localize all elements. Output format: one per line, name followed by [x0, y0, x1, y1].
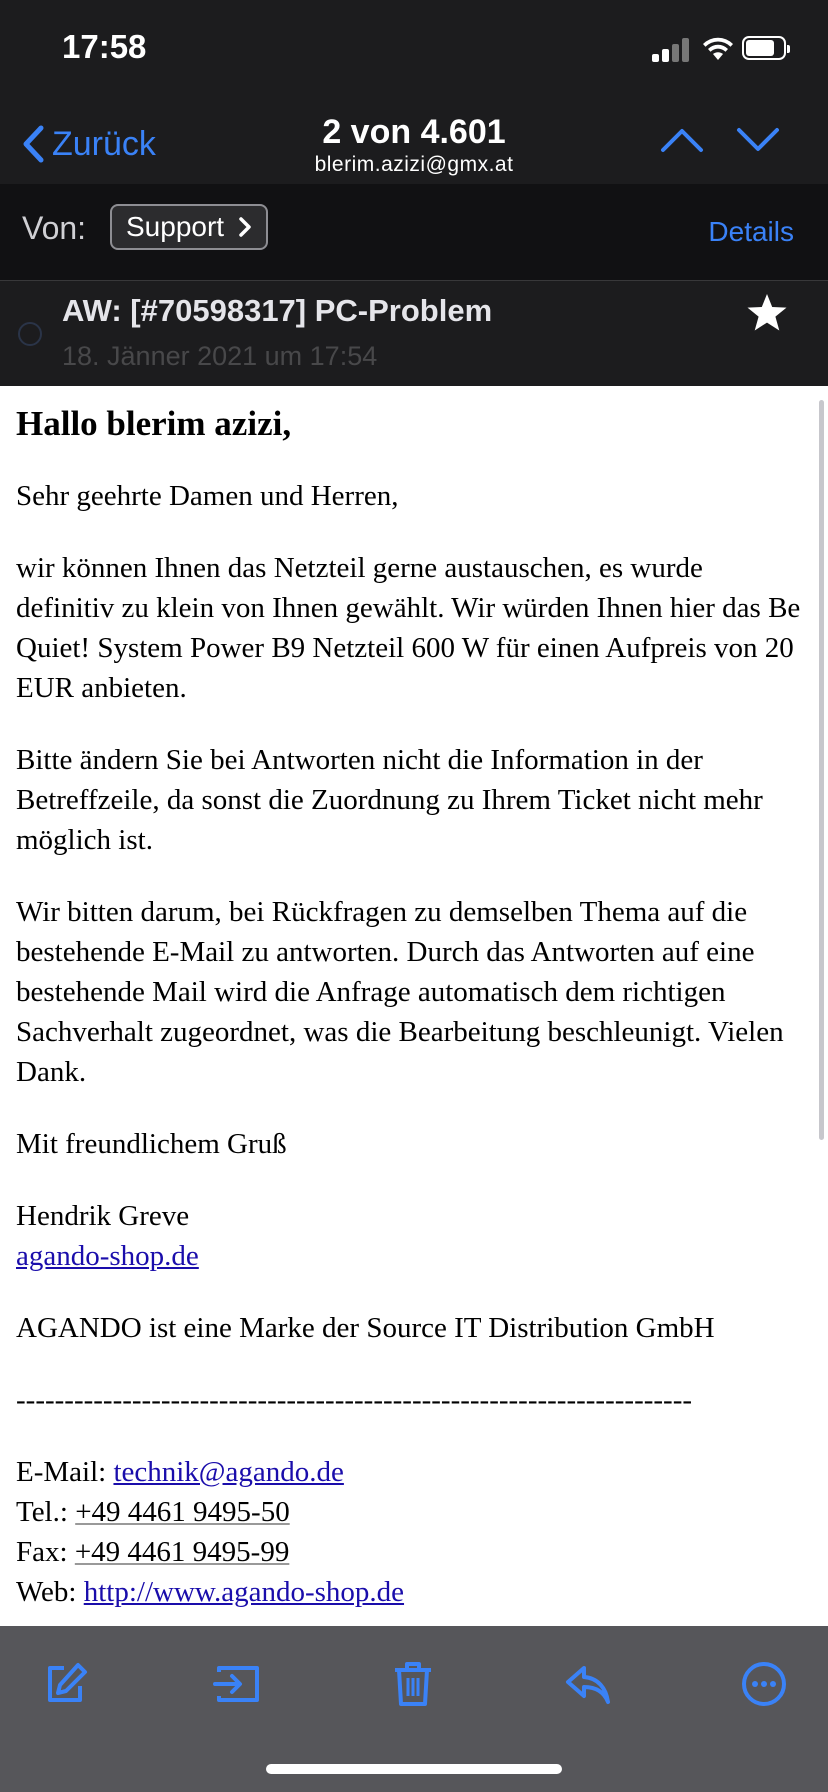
account-email: blerim.azizi@gmx.at — [314, 153, 514, 176]
bottom-toolbar — [0, 1626, 828, 1792]
paragraph-offer: wir können Ihnen das Netzteil gerne austauschen, es wurde definitiv zu klein von Ihnen gewählt. Wir würden Ihnen hier das Be Quiet! System Power B9 Netzteil 600 W für einen Aufpreis von 20 EUR anbieten. — [16, 552, 801, 704]
back-button[interactable] — [22, 122, 156, 166]
company-line: AGANDO ist eine Marke der Source IT Distribution GmbH — [16, 1312, 715, 1344]
web-label: Web: — [16, 1576, 77, 1608]
sender-name: Support — [126, 211, 225, 242]
move-to-folder-icon — [213, 1662, 263, 1706]
fax-link[interactable]: +49 4461 9495-99 — [74, 1536, 290, 1568]
cellular-signal-icon — [652, 36, 692, 62]
unread-indicator-icon[interactable] — [18, 322, 42, 346]
from-label: Von: — [22, 210, 87, 246]
more-button[interactable] — [736, 1656, 792, 1712]
message-count: 2 von 4.601 — [322, 113, 506, 151]
fax-label: Fax: — [16, 1536, 68, 1568]
divider: ---------------------------------------------------------------------- — [16, 1384, 693, 1416]
scrollbar[interactable] — [819, 400, 824, 1140]
reply-button[interactable] — [560, 1656, 616, 1712]
contact-fax-row — [16, 1532, 806, 1572]
trash-button[interactable] — [385, 1656, 441, 1712]
signature-name: Hendrik Greve — [16, 1200, 190, 1232]
email-subject: AW: [#70598317] PC-Problem — [62, 293, 493, 328]
wifi-icon — [702, 36, 734, 62]
contact-email-row — [16, 1452, 806, 1492]
email-date: 18. Jänner 2021 um 17:54 — [62, 341, 378, 371]
subject-row — [0, 281, 828, 386]
paragraph-reply-note: Wir bitten darum, bei Rückfragen zu demselben Thema auf die bestehende E-Mail zu antworten. Durch das Antworten auf eine bestehende Mail wird die Anfrage automatisch dem richtigen Sachverhalt zugeordnet, was die Bearbeitung beschleunigt. Vielen Dank. — [16, 896, 784, 1088]
mail-header-area — [0, 0, 828, 386]
message-position — [214, 112, 614, 178]
tel-link[interactable]: +49 4461 9495-50 — [75, 1496, 290, 1528]
compose-button[interactable] — [38, 1656, 94, 1712]
contact-email-link[interactable]: technik@agando.de — [113, 1456, 344, 1488]
details-button[interactable]: Details — [708, 216, 794, 247]
chevron-right-icon — [238, 216, 252, 238]
email-label: E-Mail: — [16, 1456, 107, 1488]
email-body — [16, 386, 806, 1626]
web-link[interactable]: http://www.agando-shop.de — [83, 1576, 405, 1608]
sender-chip[interactable] — [110, 204, 268, 250]
tel-label: Tel.: — [16, 1496, 68, 1528]
trash-icon — [393, 1660, 433, 1708]
reply-icon — [564, 1662, 612, 1706]
nav-bar — [0, 100, 828, 184]
paragraph-subject-note: Bitte ändern Sie bei Antworten nicht die Information in der Betreffzeile, da sonst die Zuordnung zu Ihrem Ticket nicht mehr möglich ist. — [16, 744, 763, 856]
back-label: Zurück — [52, 124, 156, 163]
sender-row — [0, 184, 828, 281]
chevron-down-icon[interactable] — [736, 126, 780, 154]
compose-icon — [42, 1660, 90, 1708]
more-icon — [741, 1661, 787, 1707]
battery-icon — [742, 36, 786, 60]
star-icon[interactable] — [746, 293, 788, 333]
home-indicator[interactable] — [266, 1764, 562, 1774]
status-time: 17:58 — [62, 28, 147, 65]
contact-web-row — [16, 1572, 806, 1612]
greeting: Hallo blerim azizi, — [16, 404, 292, 443]
contact-tel-row — [16, 1492, 806, 1532]
move-button[interactable] — [210, 1656, 266, 1712]
chevron-up-icon[interactable] — [660, 126, 704, 154]
status-bar — [0, 0, 828, 100]
salutation: Sehr geehrte Damen und Herren, — [16, 480, 399, 512]
signature-link[interactable]: agando-shop.de — [16, 1240, 199, 1272]
closing: Mit freundlichem Gruß — [16, 1128, 287, 1160]
chevron-left-icon — [22, 125, 44, 163]
